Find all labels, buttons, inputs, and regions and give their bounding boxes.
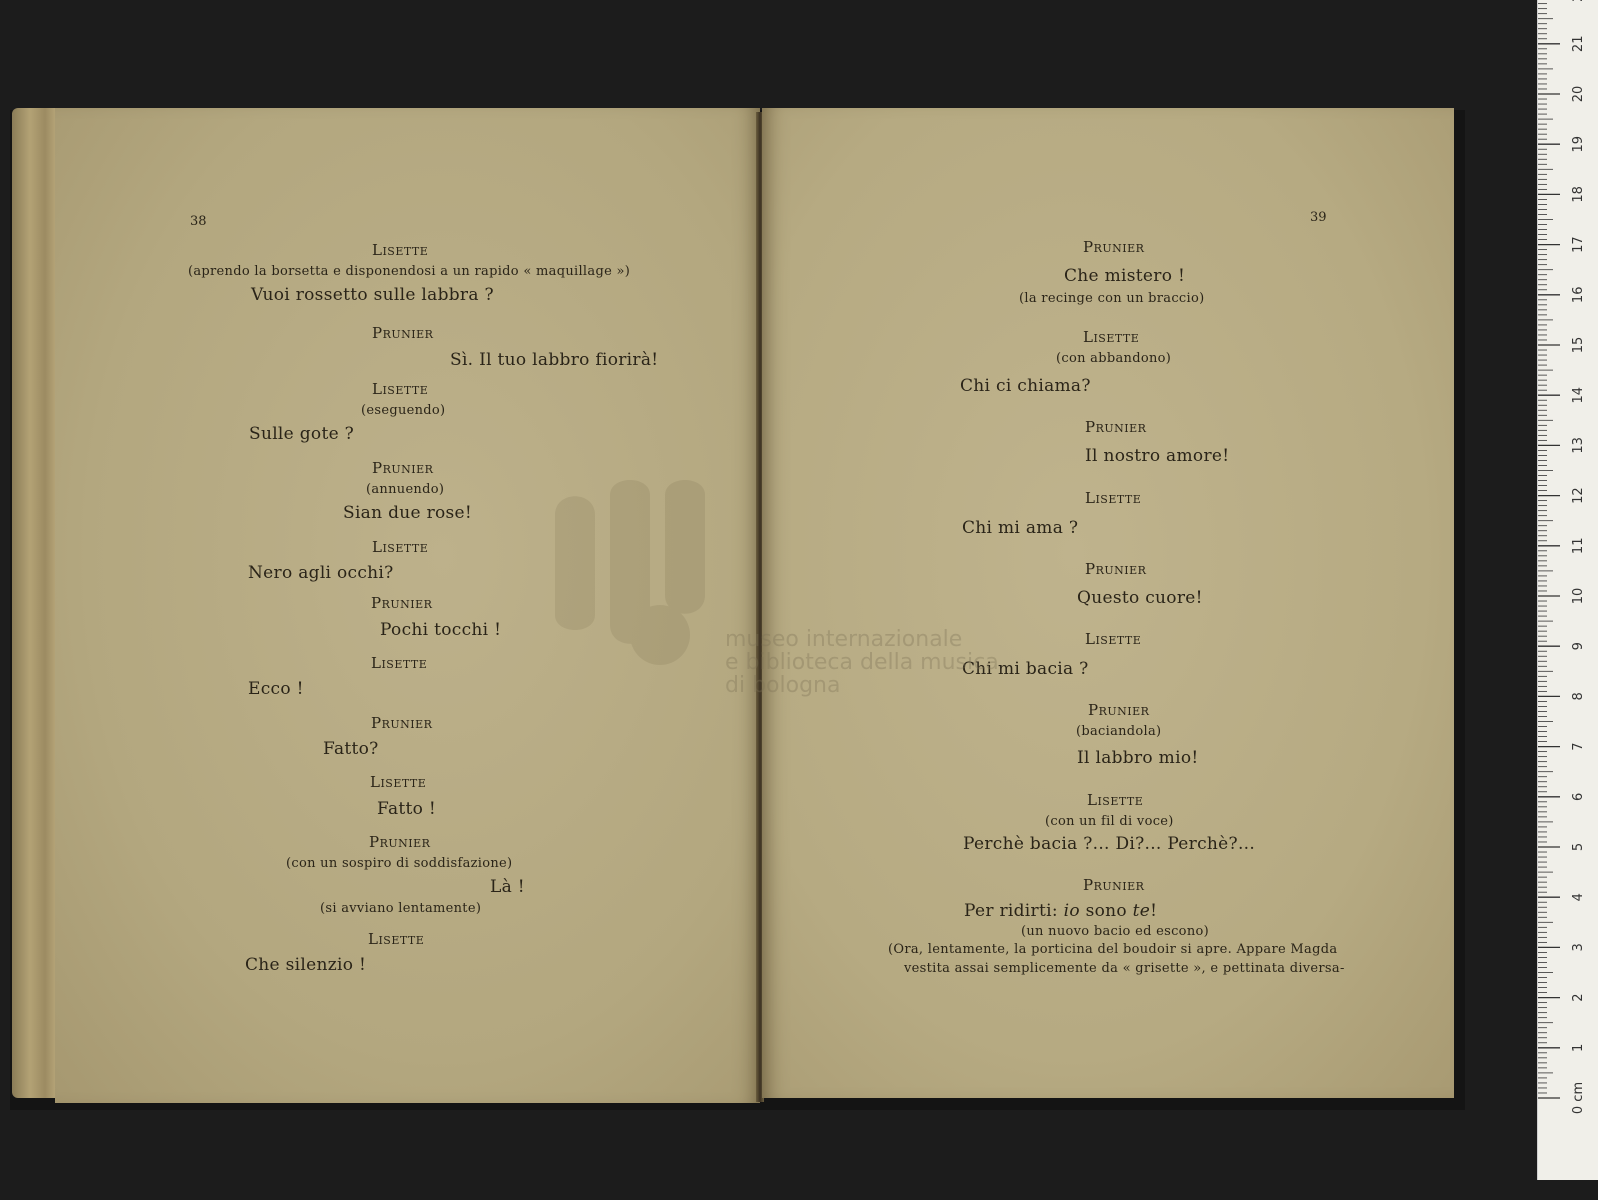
ruler-label: 10 (1571, 587, 1586, 605)
ruler-label: 6 (1571, 792, 1586, 801)
ruler-label: 1 (1571, 1043, 1586, 1052)
ruler-label (1571, 0, 1586, 2)
ruler-label: 14 (1571, 386, 1586, 404)
speaker-name: Prunier (369, 833, 431, 851)
stage-direction: (con abbandono) (1056, 351, 1172, 366)
speaker-name: Prunier (1083, 876, 1145, 894)
page-number: 38 (190, 214, 207, 229)
verse-line: Vuoi rossetto sulle labbra ? (251, 285, 494, 305)
speaker-name: Prunier (1088, 701, 1150, 719)
speaker-name: Lisette (368, 930, 425, 948)
verse-line: Questo cuore! (1077, 588, 1203, 608)
verse-text: Per ridirti: (964, 901, 1064, 921)
verse-line-rich (964, 903, 1157, 920)
speaker-name: Prunier (371, 714, 433, 732)
ruler-label: 4 (1571, 893, 1586, 902)
verse-line: Sian due rose! (343, 503, 473, 523)
verse-line: Chi mi ama ? (962, 518, 1079, 538)
stage-direction: (annuendo) (366, 482, 445, 497)
speaker-name: Prunier (1085, 560, 1147, 578)
museum-watermark-text (725, 628, 999, 697)
verse-line: Il nostro amore! (1085, 446, 1230, 466)
ruler-label: 13 (1571, 437, 1586, 454)
measuring-ruler (1537, 0, 1598, 1180)
verse-line: Chi mi bacia ? (962, 659, 1089, 679)
verse-line: Che silenzio ! (245, 955, 367, 975)
ruler-label: 2 (1571, 993, 1586, 1002)
ruler-label: 9 (1571, 642, 1586, 651)
stage-direction: (si avviano lentamente) (320, 901, 482, 916)
ruler-label: 3 (1571, 943, 1586, 952)
ruler-label: 21 (1571, 35, 1586, 53)
verse-line: Pochi tocchi ! (380, 620, 502, 640)
speaker-name: Prunier (1083, 238, 1145, 256)
ruler-label: 5 (1571, 842, 1586, 852)
verse-line: Fatto ! (377, 799, 437, 819)
verse-line: Perchè bacia ?... Di?... Perchè?... (963, 834, 1256, 854)
ruler-label: 18 (1571, 186, 1586, 203)
speaker-name: Lisette (371, 654, 428, 672)
ruler-label: 8 (1571, 692, 1586, 701)
watermark-line: e biblioteca della musica (725, 650, 999, 676)
page-number: 39 (1310, 210, 1327, 225)
verse-text: ! (1150, 901, 1158, 921)
ruler-label: 15 (1571, 336, 1586, 354)
stage-direction: (eseguendo) (361, 403, 446, 418)
ruler-label: 17 (1571, 236, 1586, 253)
ruler-label: 20 (1571, 85, 1586, 103)
ruler-ticks (1538, 0, 1598, 1180)
speaker-name: Prunier (372, 324, 434, 342)
stage-direction: (con un fil di voce) (1045, 814, 1174, 829)
speaker-name: Lisette (1083, 328, 1140, 346)
stage-direction: vestita assai semplicemente da « grisette », e pettinata diversa- (904, 961, 1345, 976)
verse-italic: io (1063, 901, 1080, 921)
speaker-name: Prunier (371, 594, 433, 612)
speaker-name: Prunier (372, 459, 434, 477)
verse-line: Che mistero ! (1064, 266, 1186, 286)
verse-text: sono (1079, 901, 1133, 921)
verse-line: Fatto? (323, 739, 379, 759)
left-page (55, 108, 760, 1103)
verse-line: Ecco ! (248, 679, 304, 699)
watermark-line: di bologna (725, 673, 841, 699)
stage-direction: (Ora, lentamente, la porticina del boudoir si apre. Appare Magda (888, 942, 1338, 957)
stage-direction: (baciandola) (1076, 724, 1162, 739)
stage-direction: (con un sospiro di soddisfazione) (286, 856, 513, 871)
speaker-name: Lisette (1085, 630, 1142, 648)
speaker-name: Lisette (372, 538, 429, 556)
verse-line: Chi ci chiama? (960, 376, 1091, 396)
verse-line: Nero agli occhi? (248, 563, 394, 583)
ruler-label: 16 (1571, 286, 1586, 304)
stage-direction: (aprendo la borsetta e disponendosi a un rapido « maquillage ») (188, 264, 631, 279)
ruler-label: 11 (1571, 537, 1586, 555)
ruler-label: 0 cm (1571, 1081, 1586, 1115)
stage-direction: (la recinge con un braccio) (1019, 291, 1205, 306)
verse-italic: te (1132, 901, 1151, 921)
ruler-label: 19 (1571, 135, 1586, 153)
speaker-name: Lisette (372, 241, 429, 259)
verse-line: Là ! (490, 877, 525, 897)
verse-line: Sulle gote ? (249, 424, 355, 444)
verse-line: Il labbro mio! (1077, 748, 1199, 768)
ruler-label: 7 (1571, 742, 1586, 751)
stage-direction: (un nuovo bacio ed escono) (1021, 924, 1209, 939)
speaker-name: Prunier (1085, 418, 1147, 436)
verse-line: Sì. Il tuo labbro fiorirà! (450, 350, 659, 370)
ruler-label: 12 (1571, 487, 1586, 504)
speaker-name: Lisette (372, 380, 429, 398)
speaker-name: Lisette (1085, 489, 1142, 507)
right-page (762, 108, 1454, 1098)
watermark-line: museo internazionale (725, 627, 963, 652)
speaker-name: Lisette (370, 773, 427, 791)
speaker-name: Lisette (1087, 791, 1144, 809)
